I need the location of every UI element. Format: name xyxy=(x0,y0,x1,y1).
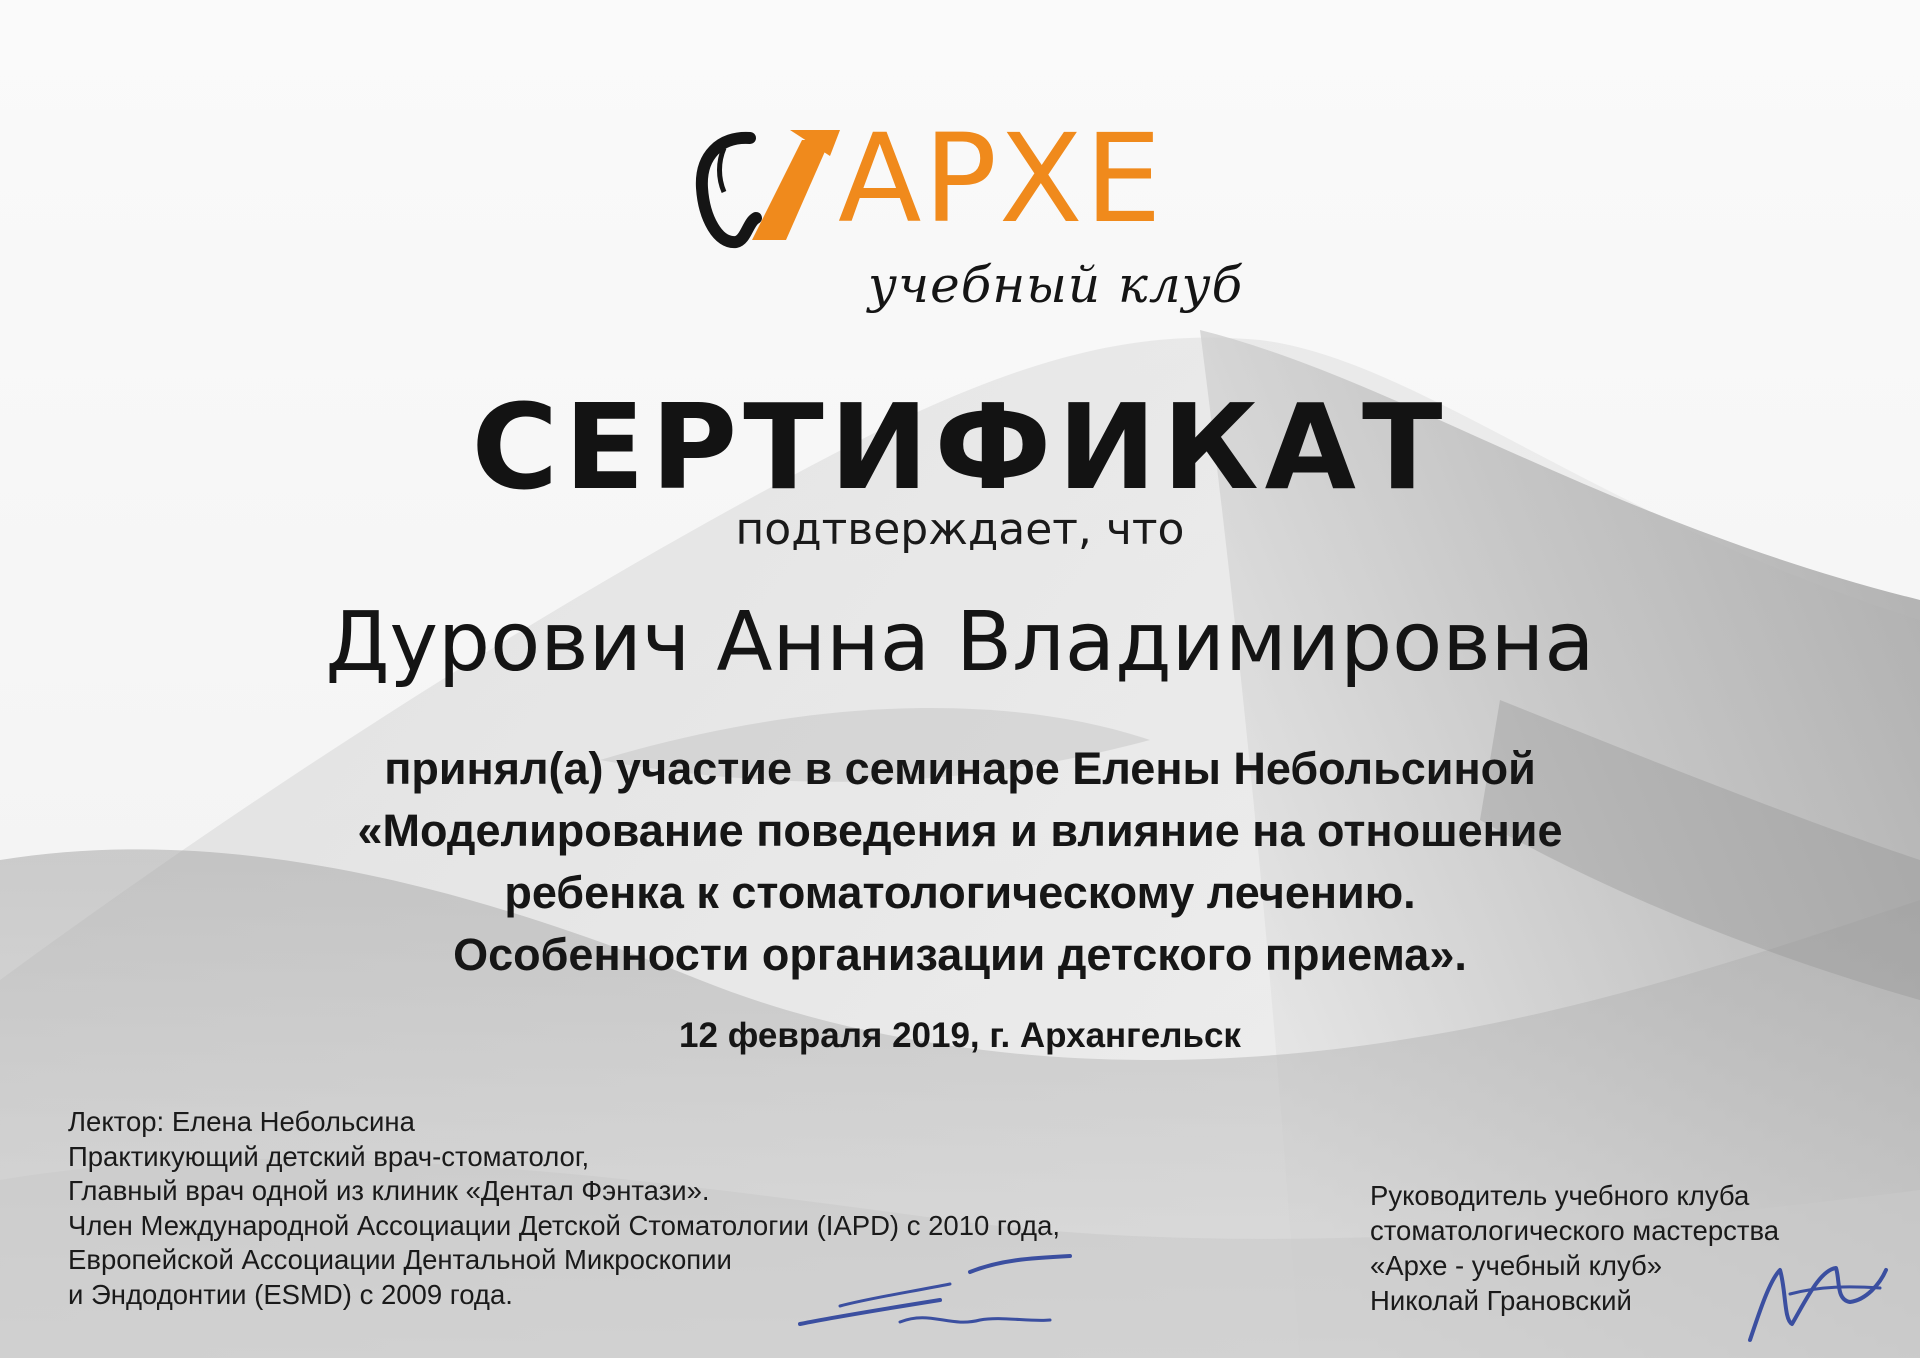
director-line: Николай Грановский xyxy=(1370,1285,1632,1316)
description-line: Особенности организации детского приема». xyxy=(453,929,1467,980)
recipient-name: Дурович Анна Владимировна xyxy=(325,595,1595,690)
description-line: ребенка к стоматологическому лечению. xyxy=(504,867,1416,918)
lecturer-line: Член Международной Ассоциации Детской Стоматологии (IAPD) с 2010 года, xyxy=(68,1209,1061,1241)
logo-subtitle: учебный клуб xyxy=(868,256,1244,314)
tooth-arrow-icon xyxy=(690,126,860,256)
lecturer-line: Лектор: Елена Небольсина xyxy=(68,1106,415,1137)
certificate-title: СЕРТИФИКАТ xyxy=(471,378,1449,516)
seminar-description xyxy=(0,738,1920,986)
lecturer-line: Практикующий детский врач-стоматолог, xyxy=(68,1140,590,1172)
logo xyxy=(690,108,1250,338)
lecturer-line: и Эндодонтии (ESMD) с 2009 года. xyxy=(68,1278,513,1310)
director-signature xyxy=(1740,1240,1890,1350)
director-line: стоматологического мастерства xyxy=(1370,1215,1780,1246)
director-line: «Архе - учебный клуб» xyxy=(1370,1250,1663,1281)
lecturer-signature xyxy=(780,1250,1080,1340)
lecturer-line: Европейской Ассоциации Дентальной Микроскопии xyxy=(68,1244,732,1275)
description-line: «Моделирование поведения и влияние на отношение xyxy=(357,805,1563,856)
lecturer-line: Главный врач одной из клиник «Дентал Фэнтази». xyxy=(68,1175,710,1206)
director-info xyxy=(1370,1178,1779,1318)
certificate-subtitle: подтверждает, что xyxy=(735,504,1185,555)
date-place: 12 февраля 2019, г. Архангельск xyxy=(679,1016,1241,1055)
director-line: Руководитель учебного клуба xyxy=(1370,1180,1750,1211)
description-line: принял(а) участие в семинаре Елены Небольсиной xyxy=(384,743,1536,794)
logo-wordmark: АРХЕ xyxy=(838,108,1164,250)
